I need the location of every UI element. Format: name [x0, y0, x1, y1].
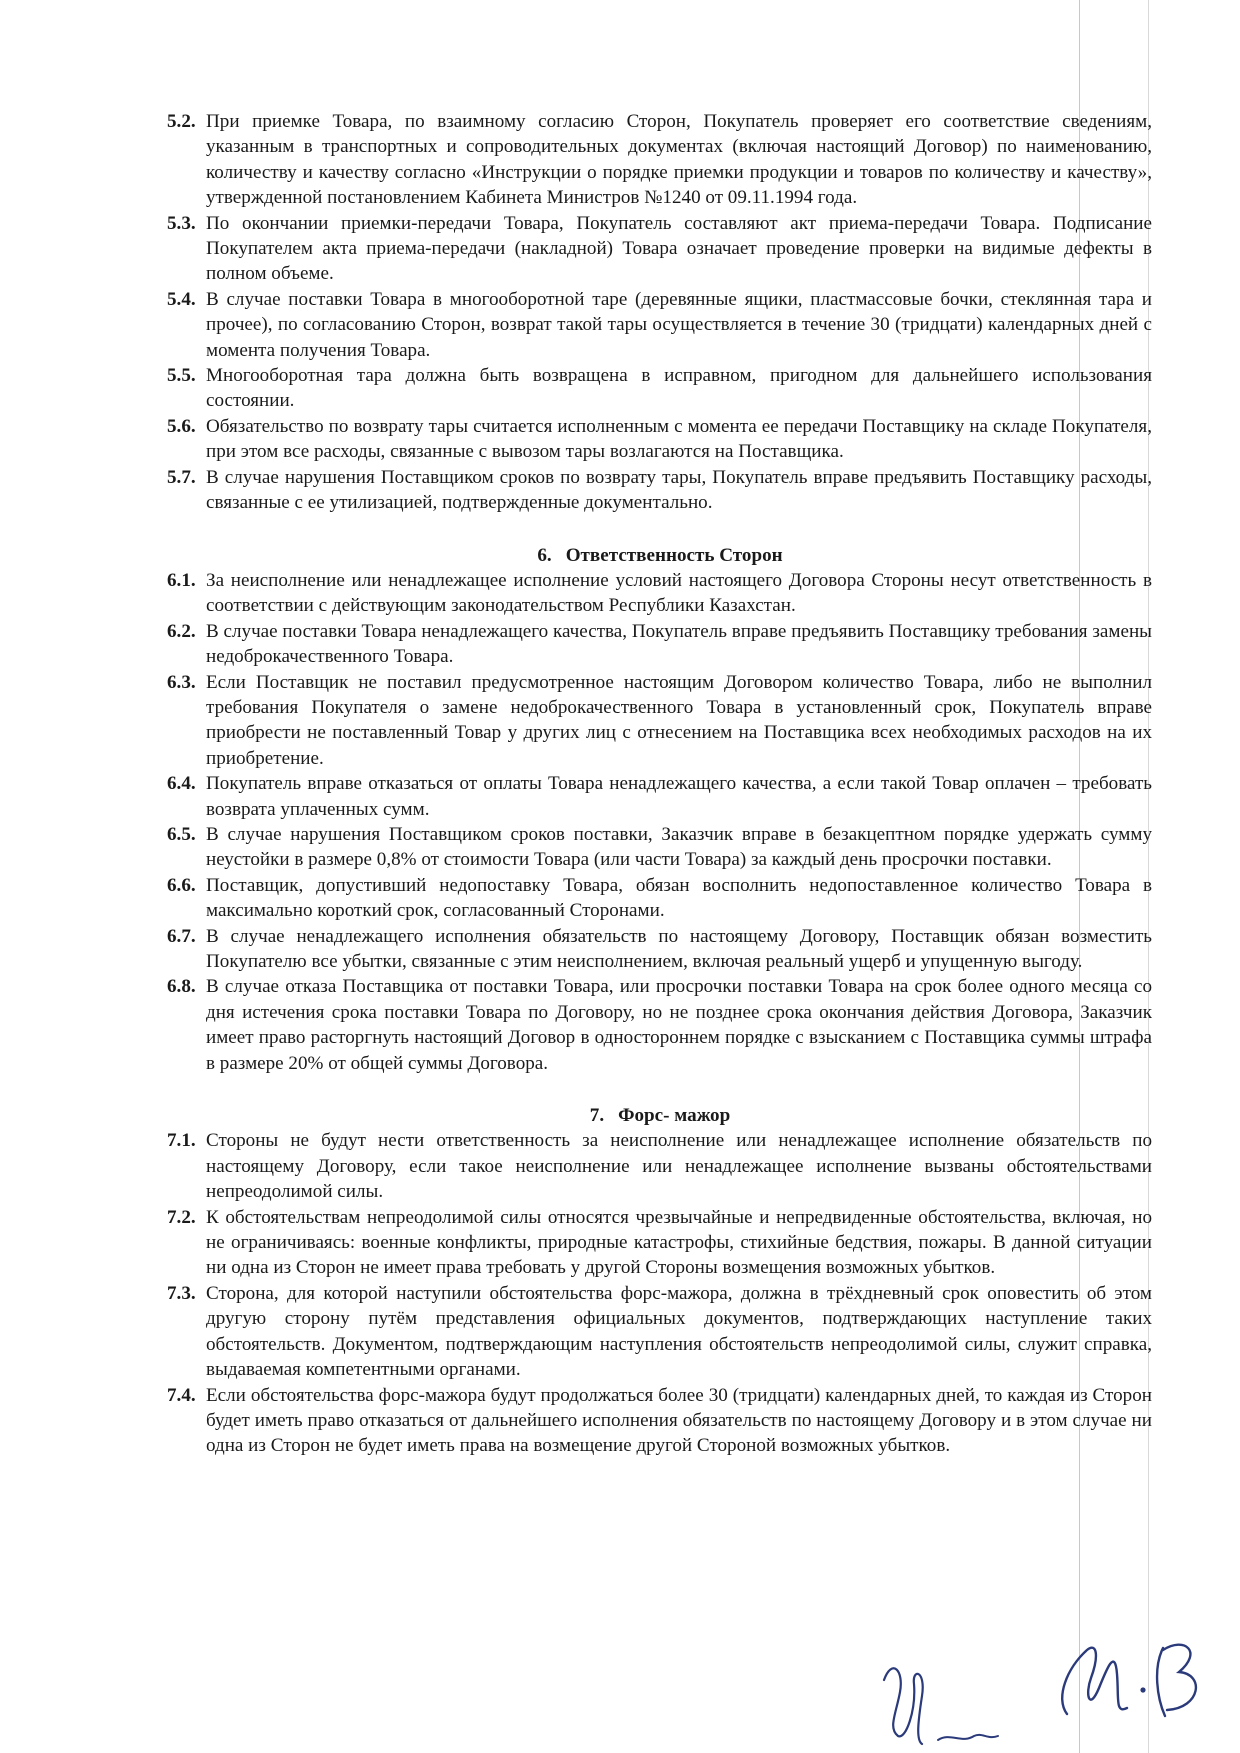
clause-7-2: 7.2. К обстоятельствам непреодолимой силы относятся чрезвычайные и непредвиденные обстоятельства, включая, но не ограничиваясь: военные конфликты, природные катастрофы, стихийные бедствия, пожары. В данной ситуации ни одна из Сторон не имеет права требовать у другой Стороны возмещения возможных убытков. [167, 1206, 1152, 1279]
clause-6-7: 6.7. В случае ненадлежащего исполнения обязательств по настоящему Договору, Поставщик обязан возместить Покупателю все убытки, связанные с этим неисполнением, включая реальный ущерб и упущенную выгоду. [167, 925, 1152, 972]
clause-7-1: 7.1. Стороны не будут нести ответственность за неисполнение или ненадлежащее исполнение обязательств по настоящему Договору, если такое неисполнение или ненадлежащее исполнение вызваны обстоятельствами непреодолимой силы. [167, 1130, 1152, 1203]
section-7-title: 7. Форс- мажор [589, 1105, 731, 1127]
signature-left [870, 1640, 1020, 1750]
clause-5-5: 5.5. Многооборотная тара должна быть возвращена в исправном, пригодном для дальнейшего использования состоянии. [167, 365, 1152, 412]
clause-5-4: 5.4. В случае поставки Товара в многооборотной таре (деревянные ящики, пластмассовые бочки, стеклянная тара и прочее), по согласованию Сторон, возврат такой тары осуществляется в течение 30 (тридцати) календарных дней с момента получения Товара. [167, 288, 1152, 361]
clause-5-7: 5.7. В случае нарушения Поставщиком сроков по возврату тары, Покупатель вправе предъявить Поставщику расходы, связанные с ее утилизацией, подтвержденные документально. [167, 466, 1152, 514]
clause-6-8: 6.8. В случае отказа Поставщика от поставки Товара, или просрочки поставки Товара на срок более одного месяца со дня истечения срока поставки Товара по Договору, но не позднее срока окончания действия Договора, Заказчик имеет право расторгнуть настоящий Договор в одностороннем порядке с взысканием с Поставщика суммы штрафа в размере 20% от общей суммы Договора. [167, 976, 1152, 1074]
clause-6-3: 6.3. Если Поставщик не поставил предусмотренное настоящим Договором количество Товара, либо не выполнил требования Покупателя о замене недоброкачественного Товара в установленный срок, Покупатель вправе приобрести не поставленный Товар у других лиц с отнесением на Поставщика всех необходимых расходов на их приобретение. [167, 671, 1152, 769]
clause-5-3: 5.3. По окончании приемки-передачи Товара, Покупатель составляют акт приема-передачи Товара. Подписание Покупателем акта приема-передачи (накладной) Товара означает проведение проверки на видимые дефекты в полном объеме. [167, 212, 1152, 285]
section-7-clauses [168, 1128, 1152, 1458]
clause-6-6: 6.6. Поставщик, допустивший недопоставку Товара, обязан восполнить недопоставленное количество Товара в максимально короткий срок, согласованный Сторонами. [167, 874, 1152, 922]
clause-5-2: 5.2. При приемке Товара, по взаимному согласию Сторон, Покупатель проверяет его соответствие сведениям, указанным в транспортных и сопроводительных документах (включая настоящий Договор) по наименованию, количеству и качеству согласно «Инструкции о порядке приемки продукции и товаров по количеству и качеству», утвержденной постановлением Кабинета Министров №1240 от 09.11.1994 года. [167, 111, 1152, 209]
signature-right [1045, 1628, 1225, 1728]
clause-6-4: 6.4. Покупатель вправе отказаться от оплаты Товара ненадлежащего качества, а если такой Товар оплачен – требовать возврата уплаченных сумм. [167, 773, 1152, 820]
clause-7-3: 7.3. Сторона, для которой наступили обстоятельства форс-мажора, должна в трёхдневный срок оповестить об этом другую сторону путём представления официальных документов, подтверждающих наступление таких обстоятельств. Документом, подтверждающим наступления обстоятельств непреодолимой силы, служит справка, выдаваемая компетентными органами. [167, 1282, 1152, 1381]
section-5-clauses [168, 109, 1152, 516]
contract-body [168, 109, 1152, 1459]
clause-5-6: 5.6. Обязательство по возврату тары считается исполненным с момента ее передачи Поставщику на складе Покупателя, при этом все расходы, связанные с вывозом тары возлагаются на Поставщика. [167, 415, 1152, 463]
clause-7-4: 7.4. Если обстоятельства форс-мажора будут продолжаться более 30 (тридцати) календарных дней, то каждая из Сторон будет иметь право отказаться от дальнейшего исполнения обязательств по настоящему Договору и в этом случае ни одна из Сторон не будет иметь права на возмещение другой Стороной возможных убытков. [167, 1384, 1152, 1457]
clause-6-2: 6.2. В случае поставки Товара ненадлежащего качества, Покупатель вправе предъявить Поставщику требования замены недоброкачественного Товара. [167, 620, 1152, 668]
section-6-clauses [168, 568, 1152, 1076]
clause-6-1: 6.1. За неисполнение или ненадлежащее исполнение условий настоящего Договора Стороны несут ответственность в соответствии с действующим законодательством Республики Казахстан. [167, 569, 1152, 617]
clause-6-5: 6.5. В случае нарушения Поставщиком сроков поставки, Заказчик вправе в безакцептном порядке удержать сумму неустойки в размере 0,8% от стоимости Товара (или части Товара) за каждый день просрочки поставки. [167, 823, 1152, 871]
section-6-title: 6. Ответственность Сторон [537, 544, 783, 566]
